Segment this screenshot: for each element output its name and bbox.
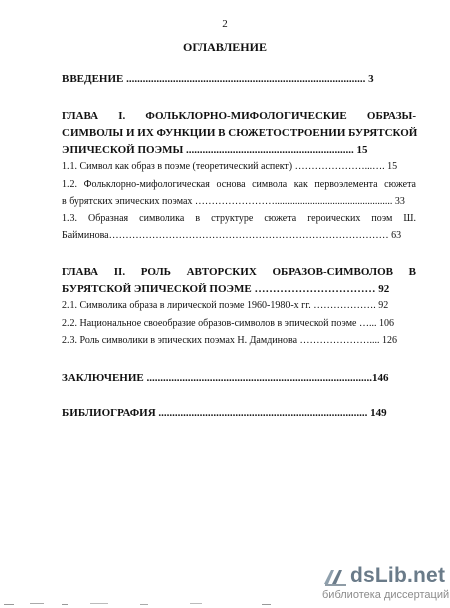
toc-intro: ВВЕДЕНИЕ ....................................................................................... 3 — [62, 73, 374, 85]
toc-chapter1-line2: СИМВОЛЫ И ИХ ФУНКЦИИ В СЮЖЕТОСТРОЕНИИ БУРЯТСКОЙ — [62, 127, 418, 139]
page-title: ОГЛАВЛЕНИЕ — [183, 40, 267, 54]
scan-artifacts — [0, 598, 300, 608]
dslib-logo[interactable] — [322, 564, 450, 604]
toc-conclusion: ЗАКЛЮЧЕНИЕ ..................................................................................146 — [62, 372, 389, 384]
toc-chapter2-line1: ГЛАВА II. РОЛЬ АВТОРСКИХ ОБРАЗОВ-СИМВОЛОВ В — [62, 266, 416, 278]
dslib-logo-icon — [322, 566, 348, 588]
toc-chapter1-line3: ЭПИЧЕСКОЙ ПОЭМЫ ............................................................. 15 — [62, 144, 368, 156]
toc-section-1-1: 1.1. Символ как образ в поэме (теоретический аспект) …………………...…. 15 — [62, 161, 398, 172]
toc-section-2-2: 2.2. Национальное своеобразие образов-символов в эпической поэме …... 106 — [62, 318, 394, 329]
toc-chapter2-line2: БУРЯТСКОЙ ЭПИЧЕСКОЙ ПОЭМЕ …………………………… 92 — [62, 283, 390, 295]
dslib-logo-text: dsLib.net — [350, 564, 446, 587]
toc-bibliography: БИБЛИОГРАФИЯ ............................................................................ 149 — [62, 407, 387, 419]
toc-section-1-3-line2: Байминова………………………………………………………………………… 63 — [62, 230, 402, 241]
page-number: 2 — [222, 18, 228, 30]
toc-chapter1-line1: ГЛАВА I. ФОЛЬКЛОРНО-МИФОЛОГИЧЕСКИЕ ОБРАЗЫ- — [62, 110, 416, 122]
toc-section-1-2-line2: в бурятских эпических поэмах ……………………............................................... 33 — [62, 196, 405, 207]
toc-section-2-3: 2.3. Роль символики в эпических поэмах Н. Дамдинова ………………….... 126 — [62, 335, 398, 346]
dslib-logo-subtitle: библиотека диссертаций — [322, 589, 450, 601]
toc-section-1-3-line1: 1.3. Образная символика в структуре сюжета героических поэм Ш. — [62, 213, 416, 224]
toc-section-1-2-line1: 1.2. Фольклорно-мифологическая основа символа как первоэлемента сюжета — [62, 179, 416, 190]
toc-section-2-1: 2.1. Символика образа в лирической поэме 1960-1980-х гг. ………………. 92 — [62, 300, 389, 311]
